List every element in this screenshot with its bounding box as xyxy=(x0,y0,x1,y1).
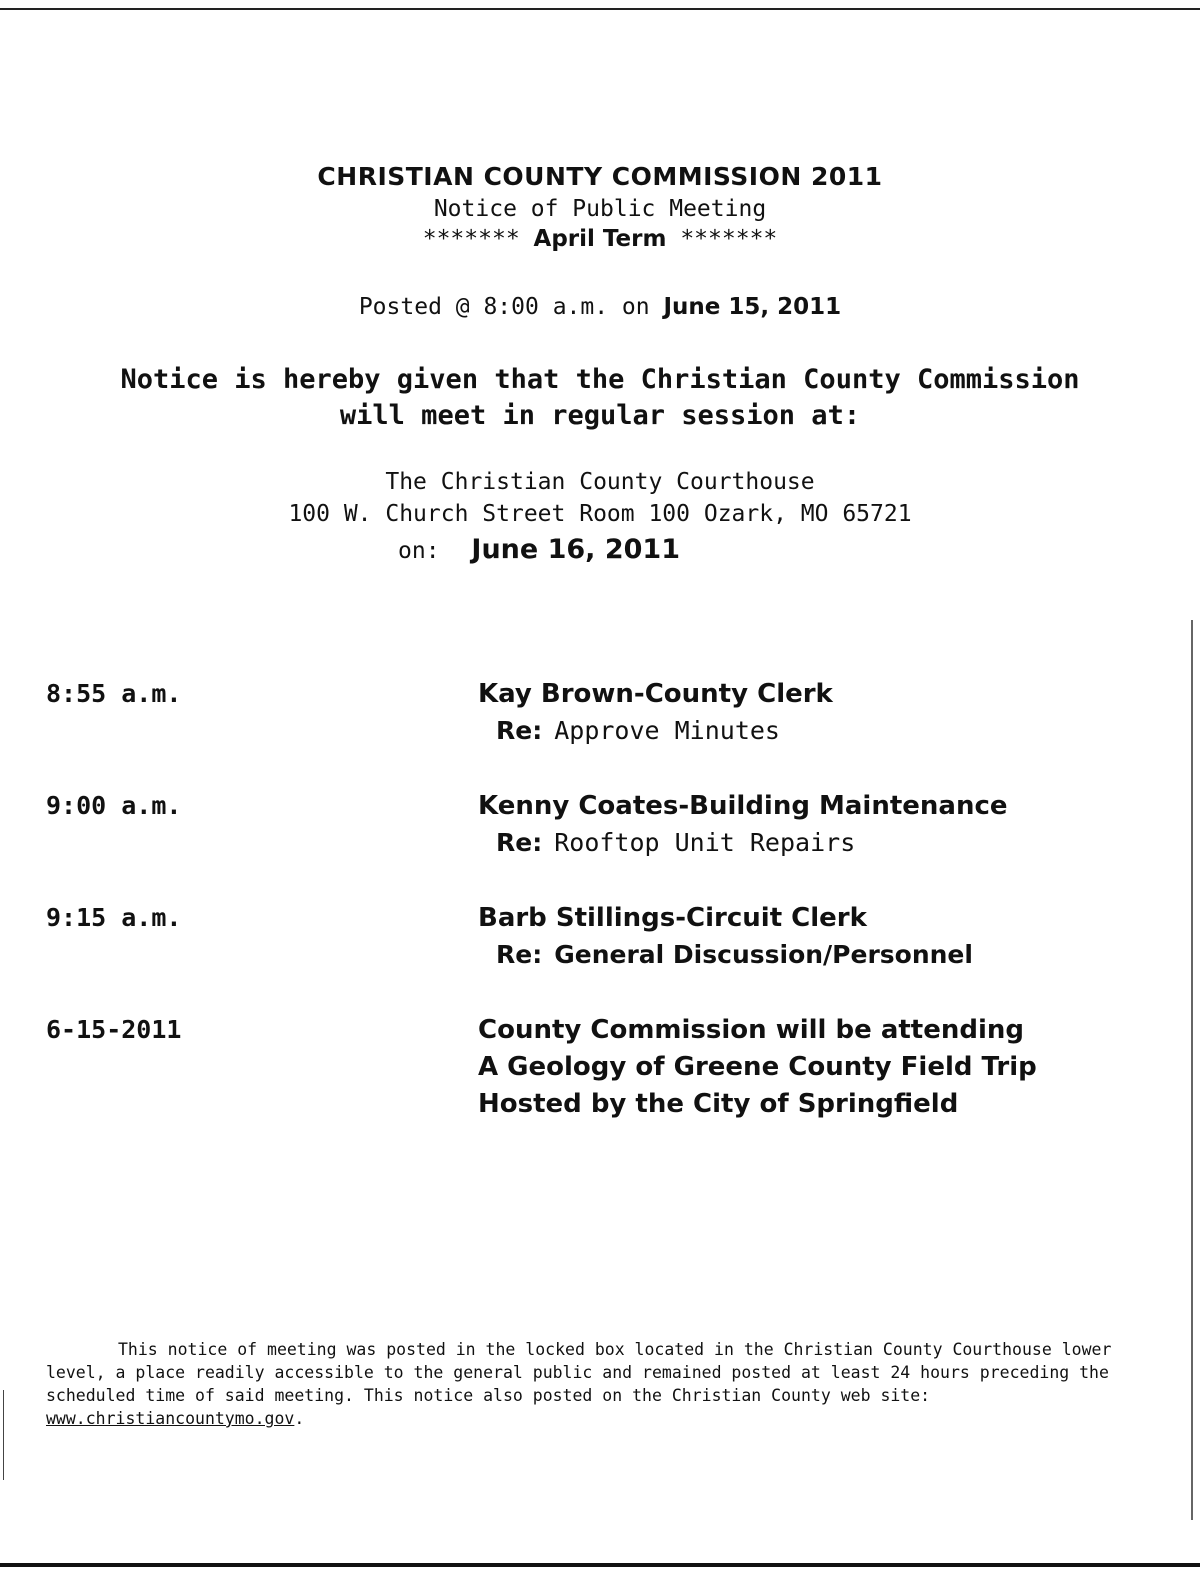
agenda-re-line xyxy=(496,712,1178,750)
agenda-date: 6-15-2011 xyxy=(46,1015,182,1044)
location-building: The Christian County Courthouse xyxy=(385,469,815,495)
scan-border-right xyxy=(1191,620,1193,1520)
agenda-re-label: Re: xyxy=(496,828,543,857)
term-line xyxy=(0,224,1200,254)
scan-border-left xyxy=(3,1390,4,1480)
location-address: 100 W. Church Street Room 100 Ozark, MO 65721 xyxy=(288,501,912,527)
term-label: April Term xyxy=(533,226,667,252)
meeting-location xyxy=(0,466,1200,530)
agenda-event-line: A Geology of Greene County Field Trip xyxy=(478,1052,1037,1082)
agenda-re-text: Approve Minutes xyxy=(554,716,780,745)
notice-statement xyxy=(0,362,1200,434)
meeting-date-line xyxy=(398,532,680,569)
meeting-date-label: on: xyxy=(398,538,440,564)
agenda-event-line: County Commission will be attending xyxy=(478,1015,1025,1045)
agenda-detail xyxy=(478,676,1178,750)
posting-notice-footer xyxy=(46,1338,1146,1430)
document-subtitle: Notice of Public Meeting xyxy=(433,196,767,222)
notice-line-2: will meet in regular session at: xyxy=(339,400,861,431)
agenda-re-line xyxy=(496,824,1178,862)
website-link[interactable]: www.christiancountymo.gov xyxy=(46,1409,295,1428)
scan-border-top xyxy=(0,8,1200,10)
agenda-detail xyxy=(478,788,1178,862)
document-header xyxy=(0,160,1200,254)
document-title: CHRISTIAN COUNTY COMMISSION 2011 xyxy=(317,162,883,191)
agenda-re-label: Re: xyxy=(496,716,543,745)
agenda-re-line xyxy=(496,936,1178,974)
agenda-re-text: General Discussion/Personnel xyxy=(554,940,973,969)
scan-border-bottom xyxy=(0,1563,1200,1567)
agenda-detail xyxy=(478,1012,1178,1123)
term-stars-left: ******* xyxy=(422,226,520,252)
posted-line xyxy=(0,292,1200,322)
agenda-event-line: Hosted by the City of Springfield xyxy=(478,1089,959,1119)
footer-period: . xyxy=(294,1409,305,1428)
notice-line-1: Notice is hereby given that the Christian County Commission xyxy=(120,364,1080,395)
footer-text: This notice of meeting was posted in the locked box located in the Christian County Courthouse lower level, a place readily accessible to the general public and remained posted at least 24 hours preceding the scheduled time of said meeting. This notice also posted on the Christian County web site: xyxy=(46,1340,1112,1405)
agenda-presenter: Barb Stillings-Circuit Clerk xyxy=(478,903,867,933)
term-stars-right: ******* xyxy=(680,226,778,252)
agenda-presenter: Kay Brown-County Clerk xyxy=(478,679,833,709)
agenda-time: 8:55 a.m. xyxy=(46,679,182,708)
agenda-detail xyxy=(478,900,1178,974)
agenda-presenter: Kenny Coates-Building Maintenance xyxy=(478,791,1008,821)
agenda-time: 9:15 a.m. xyxy=(46,903,182,932)
agenda-re-text: Rooftop Unit Repairs xyxy=(554,828,856,857)
footer-paragraph xyxy=(46,1338,1146,1430)
meeting-date: June 16, 2011 xyxy=(471,534,680,565)
agenda-time: 9:00 a.m. xyxy=(46,791,182,820)
posted-prefix: Posted @ 8:00 a.m. on xyxy=(358,294,650,320)
posted-date: June 15, 2011 xyxy=(663,294,842,320)
agenda-re-label: Re: xyxy=(496,940,543,969)
